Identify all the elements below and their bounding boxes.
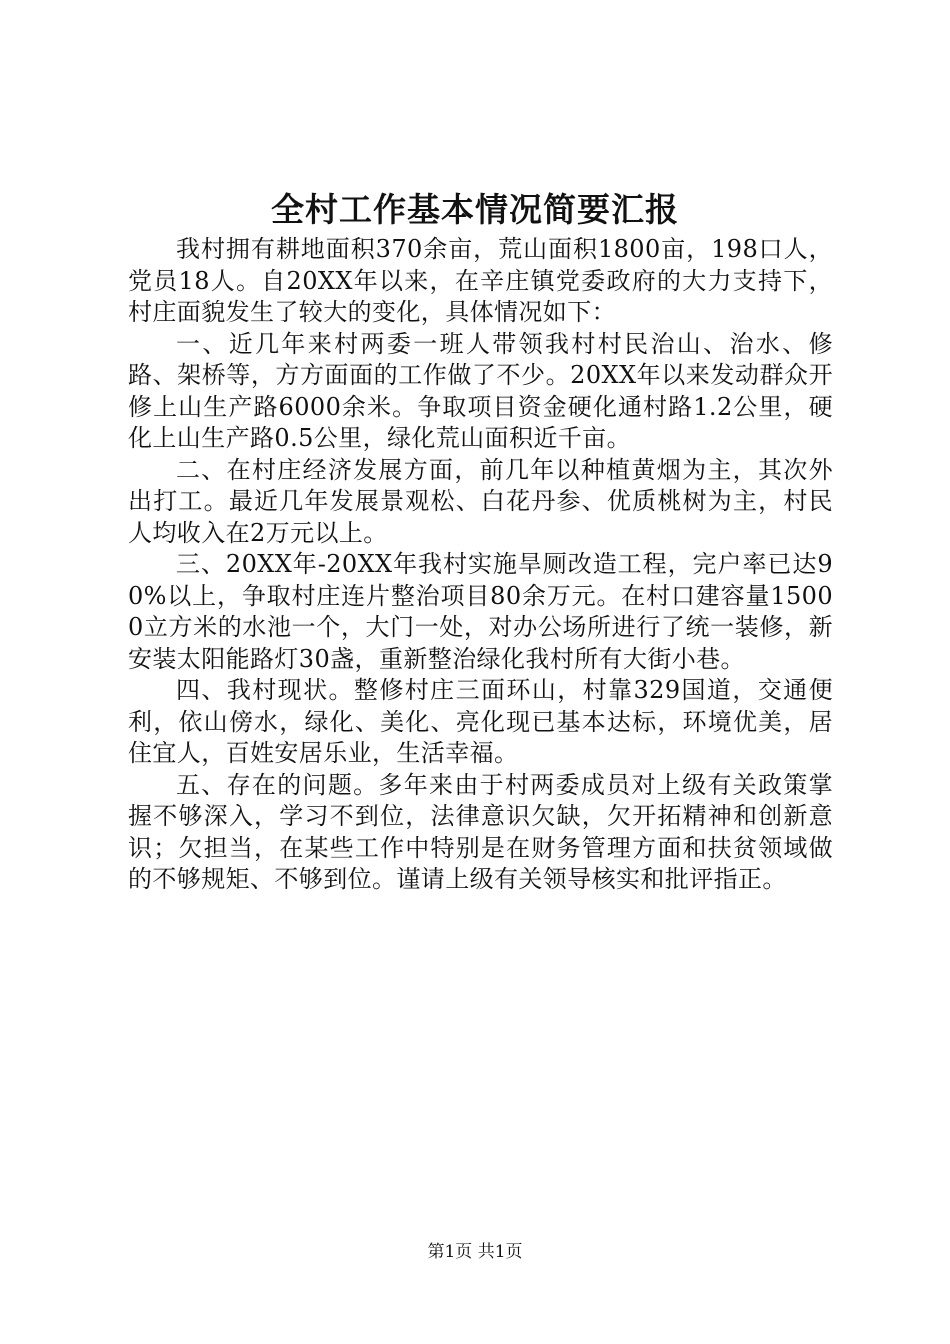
document-body: [128, 234, 833, 896]
paragraph-section-1: 一、近几年来村两委一班人带领我村村民治山、治水、修路、架桥等，方方面面的工作做了不少。20XX年以来发动群众开修上山生产路6000余米。争取项目资金硬化通村路1.2公里，硬化上山生产路0.5公里，绿化荒山面积近千亩。: [128, 329, 833, 452]
paragraph-section-4: 四、我村现状。整修村庄三面环山，村靠329国道，交通便利，依山傍水，绿化、美化、亮化现已基本达标，环境优美，居住宜人，百姓安居乐业，生活幸福。: [128, 676, 833, 767]
document-title: 全村工作基本情况简要汇报: [271, 190, 679, 229]
paragraph-section-3: 三、20XX年-20XX年我村实施旱厕改造工程，完户率已达90%以上，争取村庄连片整治项目80余万元。在村口建容量15000立方米的水池一个，大门一处，对办公场所进行了统一装修，新安装太阳能路灯30盏，重新整治绿化我村所有大街小巷。: [128, 550, 833, 673]
paragraph-section-5: 五、存在的问题。多年来由于村两委成员对上级有关政策掌握不够深入，学习不到位，法律意识欠缺，欠开拓精神和创新意识；欠担当，在某些工作中特别是在财务管理方面和扶贫领域做的不够规矩、不够到位。谨请上级有关领导核实和批评指正。: [128, 770, 833, 893]
paragraph-section-2: 二、在村庄经济发展方面，前几年以种植黄烟为主，其次外出打工。最近几年发展景观松、白花丹参、优质桃树为主，村民人均收入在2万元以上。: [128, 455, 833, 547]
page-number-footer: 第1页 共1页: [427, 1242, 523, 1262]
paragraph-intro: 我村拥有耕地面积370余亩，荒山面积1800亩，198口人，党员18人。自20XX年以来，在辛庄镇党委政府的大力支持下，村庄面貌发生了较大的变化，具体情况如下：: [128, 235, 833, 326]
